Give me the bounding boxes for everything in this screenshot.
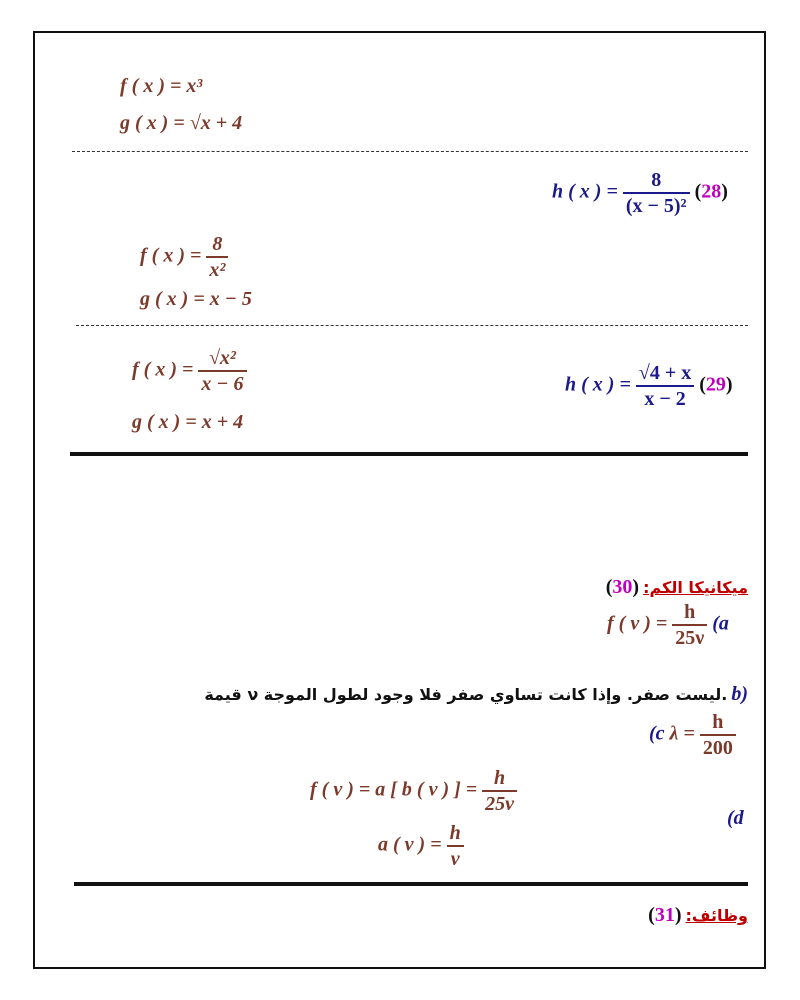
p29-g-function: g ( x ) = x + 4	[132, 411, 244, 433]
p28-number: 28	[701, 180, 722, 203]
p27-g-function: g ( x ) = √x + 4	[120, 112, 243, 134]
divider-dashed-2	[76, 325, 748, 326]
p28-h-function: h ( x ) = $\frac{8}{\text{(x − 5)²}}$ (28)	[552, 169, 728, 217]
p29-number: 29	[705, 373, 726, 396]
p28-f-function: f ( x ) = $\frac{8}{\text{x²}}$	[140, 234, 228, 280]
divider-thick-1	[70, 452, 748, 456]
p30-d-line1: f ( ν ) = a [ b ( ν ) ] = $\frac{h}{25\nu}$	[310, 768, 517, 814]
p30-b-label: b)	[731, 683, 748, 705]
p31-title: وظائف:	[685, 906, 748, 925]
p31-number: 31	[654, 904, 675, 926]
p30-number: 30	[612, 576, 633, 598]
p30-part-b	[204, 684, 748, 705]
divider-thick-2	[74, 882, 748, 886]
divider-dashed-1	[72, 151, 748, 152]
p30-heading: ميكانيكا الكم: (30)	[605, 576, 748, 598]
p30-d-label: (d	[727, 807, 744, 829]
p30-part-a: f ( ν ) = $\frac{h}{25\nu}$ (a	[607, 601, 729, 649]
p30-part-c: (c λ = $\frac{h}{200}$	[649, 712, 736, 758]
p27-f-function: f ( x ) = x³	[120, 75, 203, 97]
p29-h-function: h ( x ) = $\frac{√4 + x}{x - 2}$ (29)	[565, 362, 733, 410]
p31-heading: وظائف: (31)	[648, 904, 748, 926]
p30-title: ميكانيكا الكم:	[643, 578, 748, 597]
p29-f-function: f ( x ) = $\frac{\text{√x²}}{x - 6}$	[132, 348, 247, 394]
p30-c-label: (c	[649, 722, 665, 745]
p30-d-line2: a ( ν ) = $\frac{h}{\nu}$	[378, 823, 464, 869]
p30-b-text: قيمة ν ليست صفر. وإذا كانت تساوي صفر فلا وجود لطول الموجة.	[204, 685, 728, 704]
p28-g-function: g ( x ) = x − 5	[140, 288, 252, 310]
p30-a-label: (a	[712, 612, 729, 635]
